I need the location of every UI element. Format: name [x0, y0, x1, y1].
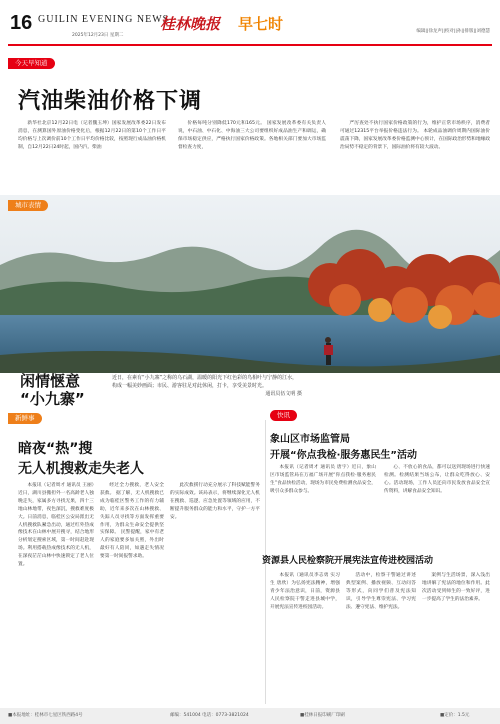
- article-column: [178, 120, 326, 190]
- page-number: 16: [10, 12, 33, 34]
- article-text: 经过全力搜救，老人安全获救。 据了解，无人机搜救已成为临桂区警务工作的有力辅助，近年来多次在山林搜救、失踪人员寻找等方面发挥重要作用，为群众生命安全提供坚实保障。 民警提醒，家中有老人的家庭要多加关照，外出时最好有人陪同，如遇走失情况要第一时间报警求助。: [100, 483, 164, 560]
- article-column: [18, 482, 94, 704]
- section-kicker: 今天早知道: [8, 58, 55, 69]
- paper-logo: 桂林晚报: [160, 15, 221, 33]
- footer-phone: 邮编：541004 电话：0773-3821024: [170, 713, 249, 718]
- article-text: 本报讯（通讯员李志勇 实习生 唐欣）为弘扬宪法精神，增强青少年法治意识，日前，资源县人民检察院干警走进县城中学，开展宪法宣传进校园活动。: [270, 573, 340, 610]
- article-text: 本报讯（记者周才 通讯员 王丽）近日，湖川县搬担外一名高龄老人独晚走失，家属多方寻找无果，四十三地山林地带，夜色深沉，搜救难度极大。日前消息，临桂区公安局派出无人机搜救队紧急出动，通过红外热成像技术在山林中展开搜寻，结合地形分析划定搜索区域，第一时间赶赴现场。利用搭载热成像技术的无人机，在深夜茫茫山林中快速锁定了老人位置。: [18, 483, 94, 568]
- headline: 无人机搜救走失老人: [18, 461, 144, 477]
- photo-credit: 通讯员伍文明 摄: [265, 391, 302, 397]
- paper-name: GUILIN EVENING NEWS: [38, 14, 170, 25]
- article-column: [340, 120, 490, 190]
- issue-date: 2025年12月23日 星期二: [72, 33, 124, 38]
- article-text: 本报讯（记者周才 通讯员 唐宇）近日，象山区市场监管局在万福广场开展“你点我检·服务惠民生”食品快检活动，现场为市民免费检测食品安全，吸引众多群众参与。: [270, 465, 376, 494]
- article-column: [170, 482, 260, 704]
- article-column: [422, 572, 490, 704]
- footer-print: ■桂林日报印刷厂印刷: [300, 713, 345, 718]
- footer-price: ■定价：1.5元: [440, 713, 470, 718]
- landscape-photo: [0, 195, 500, 373]
- article-column: [100, 482, 164, 704]
- article-text: 此次救援行动充分展示了科技赋能警务的实际成效。该局表示，将继续深化无人机在搜救、巡逻、应急处置等领域的应用，不断提升服务群众的能力和水平，守护一方平安。: [170, 483, 260, 520]
- article-text: 价格每吨分别降低170元和165元。 国家发展改革委有关负责人说，中石油、中石化、中海油三大公司要组织好成品油生产和调运，确保市场稳定供应，严格执行国家价格政策。各地相关部门要加大市场监督检查力度，: [178, 121, 326, 150]
- headline: 象山区市场监管局: [270, 434, 350, 445]
- article-column: [346, 572, 416, 704]
- article-text: 活动中，检察干警通过讲述典型案例、播放视频、互动问答等形式，向同学们普及宪法知识，引导学生尊崇宪法、学习宪法、遵守宪法、维护宪法。: [346, 573, 416, 610]
- page-footer: [0, 708, 500, 724]
- article-text: 新华社北京12月22日电（记者魏玉坤）国家发展改革委22日发布消息，在测算国外原油价格变化后，根据12月22日的第10个工作日平均价格与上次调价前10个工作日平均价格比较，按照现行成品油价格机制，自12月22日24时起，国内汽、柴油: [18, 121, 166, 150]
- headline: 暗夜“热”搜: [18, 441, 93, 457]
- masthead: [0, 0, 500, 50]
- section-kicker: 城市表情: [8, 200, 48, 211]
- caption-text: 近日，在素有“小九寨”之称的乌石湖，温暖的阳光下红色彩的鸟相叶与宁静的江水，构成一幅美妙画面；市民、游客驻足对此休闲，打卡，享受美景时光。: [112, 375, 298, 389]
- headline: 汽油柴油价格下调: [18, 89, 203, 114]
- photo-caption: [112, 374, 302, 398]
- photo-title: [20, 372, 85, 408]
- headline: 资源县人民检察院开展宪法宣传进校园活动: [262, 556, 434, 566]
- article-text: 案例与生活场景，深入浅出地讲解了宪法的地位和作用。此次活动受到师生的一致好评，进一步提高了学生的法治素养。: [422, 573, 490, 602]
- article-column: [18, 120, 166, 190]
- photo-title-line: 闲情惬意: [20, 372, 81, 390]
- footer-address: ■本报地址：桂林市七星区铁西路4号: [8, 713, 83, 718]
- editor-line: 编辑||徐龙声||校对||孙||排版||刘德慧: [416, 29, 490, 34]
- photo-title-line: “小九寨”: [20, 390, 85, 408]
- section-logo: 早七时: [238, 15, 284, 33]
- article-column: [270, 464, 376, 550]
- section-kicker: 快讯: [270, 410, 297, 421]
- headline: 开展“你点我检·服务惠民生”活动: [270, 450, 417, 461]
- header-rule: [8, 44, 492, 46]
- article-column: [270, 572, 340, 704]
- article-column: [384, 464, 490, 550]
- section-kicker: 新鲜事: [8, 413, 42, 424]
- article-text: 心、不放心的食品，都可以送到现场进行快速检测。检测结果当场公布，让群众吃得放心、安心。活动现场，工作人员还向市民发放食品安全宣传资料，讲解食品安全知识。: [384, 465, 490, 494]
- article-text: 严厉查处不执行国家价格政策的行为，维护正常市场秩序，消费者可通过12315平台举报价格违法行为。 本轮成品油调价周期内国际油价震荡下降，国家发展改革委价格监测中心预计，在国际政治形势和地缘政治局势不稳定的背景下，国际油价将有较大波动。: [340, 121, 490, 150]
